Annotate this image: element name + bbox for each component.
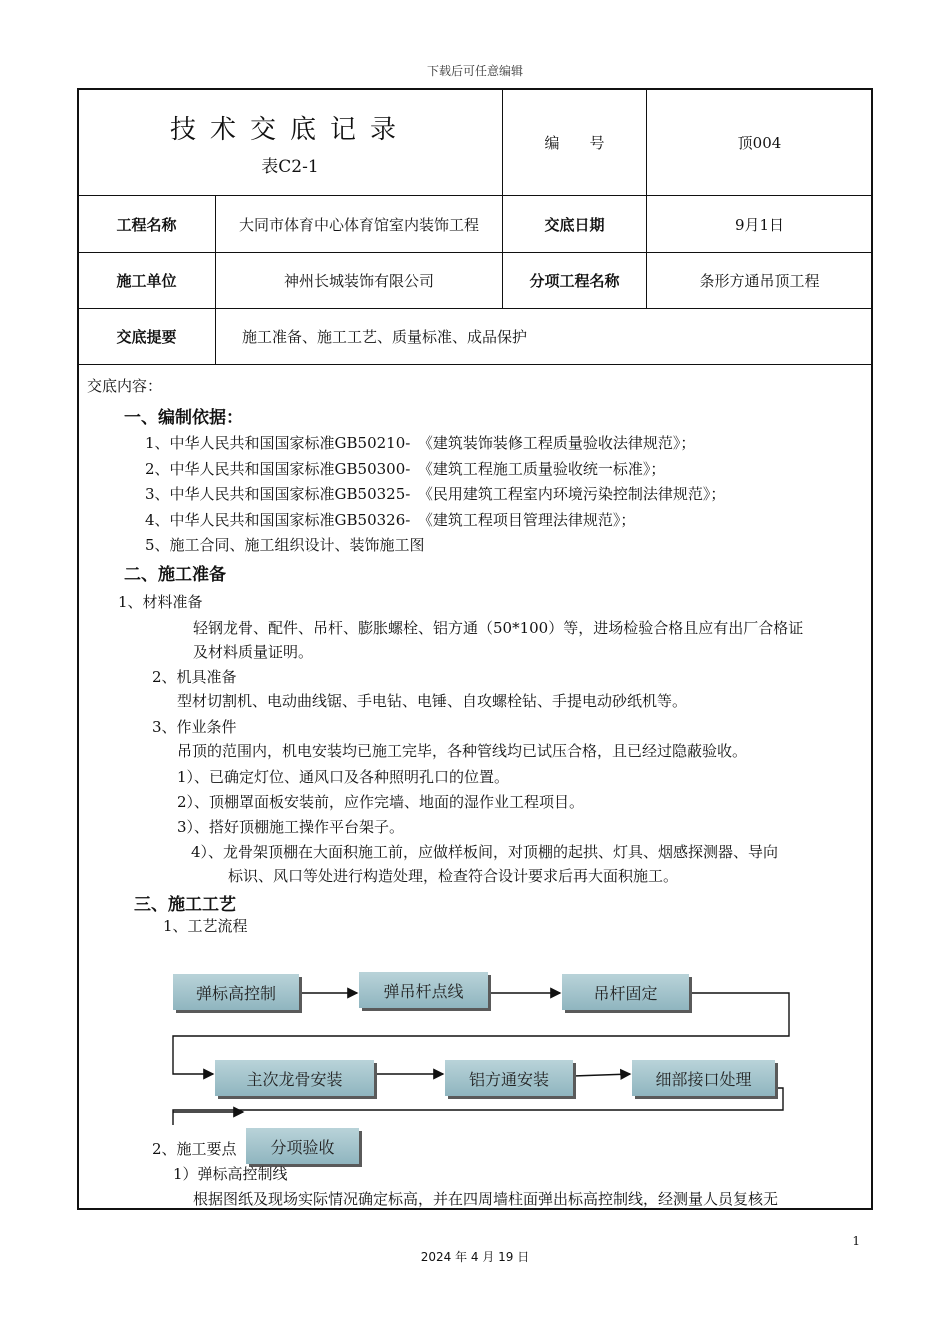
sub-project-label: 分项工程名称 (529, 272, 620, 290)
tools-text: 型材切割机、电动曲线锯、手电钻、电锤、自攻螺栓钻、手提电动砂纸机等。 (177, 692, 688, 710)
date-value: 9月1日 (734, 215, 785, 234)
page-number: 1 (852, 1234, 860, 1248)
flow-step-1: 弹标高控制 (173, 974, 299, 1010)
content-intro: 交底内容： (87, 377, 163, 395)
point-1-title: 1）弹标高控制线 (173, 1165, 288, 1183)
flow-step-6: 细部接口处理 (632, 1060, 775, 1096)
flow-step-4: 主次龙骨安装 (215, 1060, 374, 1096)
sub-project-value: 条形方通吊顶工程 (699, 272, 820, 290)
basis-item-5: 5、施工合同、施工组织设计、装饰施工图 (145, 536, 425, 554)
arrow-5-6 (573, 1074, 630, 1076)
materials-title: 1、材料准备 (118, 593, 203, 611)
condition-2: 2）、顶棚罩面板安装前，应作完墙、地面的湿作业工程项目。 (177, 793, 585, 811)
section-2-title: 二、施工准备 (124, 565, 226, 585)
unit-label: 施工单位 (116, 272, 177, 290)
key-points-title: 2、施工要点 (152, 1140, 237, 1158)
flow-title: 1、工艺流程 (163, 917, 248, 935)
conditions-text: 吊顶的范围内，机电安装均已施工完毕，各种管线均已试压合格，且已经过隐蔽验收。 (177, 742, 748, 760)
page-header-note: 下载后可任意编辑 (426, 64, 523, 78)
project-value: 大同市体育中心体育馆室内装饰工程 (238, 215, 479, 234)
form-number: 表C2-1 (261, 156, 319, 177)
unit-value: 神州长城装饰有限公司 (283, 272, 434, 290)
project-label: 工程名称 (116, 215, 177, 234)
basis-item-1: 1、中华人民共和国国家标准GB50210- 《建筑装饰装修工程质量验收法律规范》； (145, 434, 696, 452)
tools-title: 2、机具准备 (152, 668, 237, 686)
condition-3: 3）、搭好顶棚施工操作平台架子。 (177, 818, 405, 836)
basis-item-2: 2、中华人民共和国国家标准GB50300- 《建筑工程施工质量验收统一标准》； (145, 460, 666, 478)
materials-text-1: 轻钢龙骨、配件、吊杆、膨胀螺栓、铝方通（50*100）等，进场检验合格且应有出厂合格证 (193, 619, 804, 637)
flow-step-2: 弹吊杆点线 (359, 972, 488, 1008)
condition-4-line-1: 4）、龙骨架顶棚在大面积施工前，应做样板间，对顶棚的起拱、灯具、烟感探测器、导向 (191, 843, 779, 861)
basis-item-4: 4、中华人民共和国国家标准GB50326- 《建筑工程项目管理法律规范》； (145, 511, 636, 529)
conditions-title: 3、作业条件 (152, 718, 237, 736)
summary-label: 交底提要 (116, 328, 177, 346)
condition-1: 1）、已确定灯位、通风口及各种照明孔口的位置。 (177, 768, 510, 786)
section-3-title: 三、施工工艺 (134, 895, 236, 915)
summary-value: 施工准备、施工工艺、质量标准、成品保护 (242, 328, 528, 346)
number-label: 编 号 (544, 134, 605, 152)
record-title: 技术交底记录 (169, 114, 410, 145)
number-value: 顶004 (737, 134, 782, 152)
flow-step-5: 铝方通安装 (445, 1060, 573, 1096)
materials-text-2: 及材料质量证明。 (193, 643, 314, 661)
flow-step-7: 分项验收 (246, 1128, 359, 1164)
footer-date: 2024 年 4 月 19 日 (420, 1250, 530, 1264)
point-1-text: 根据图纸及现场实际情况确定标高，并在四周墙柱面弹出标高控制线，经测量人员复核无 (193, 1190, 779, 1208)
date-label: 交底日期 (544, 215, 605, 234)
flow-step-3: 吊杆固定 (562, 974, 689, 1010)
condition-4-line-2: 标识、风口等处进行构造处理，检查符合设计要求后再大面积施工。 (228, 867, 679, 885)
basis-item-3: 3、中华人民共和国国家标准GB50325- 《民用建筑工程室内环境污染控制法律规范》； (145, 485, 726, 503)
section-1-title: 一、编制依据： (124, 408, 243, 428)
